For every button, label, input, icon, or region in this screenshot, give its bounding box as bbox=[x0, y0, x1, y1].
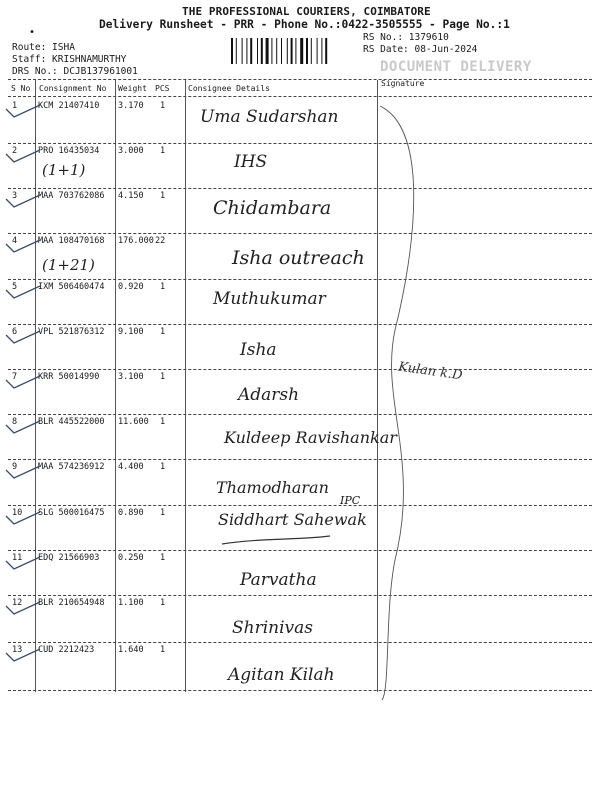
row-consignment: BLR 210654948 bbox=[38, 598, 105, 608]
row-consignment: IXM 506460474 bbox=[38, 282, 105, 292]
company-title: THE PROFESSIONAL COURIERS, COIMBATORE bbox=[182, 5, 431, 18]
row-extra-note: IPC bbox=[340, 494, 361, 507]
row-consignee-name: Shrinivas bbox=[232, 618, 314, 638]
strike-through bbox=[222, 536, 330, 544]
delivered-tick bbox=[6, 195, 40, 207]
drs-number: DRS No.: DCJB137961001 bbox=[12, 66, 138, 77]
row-consignment: SLG 500016475 bbox=[38, 508, 105, 518]
row-consignee-name: Adarsh bbox=[238, 385, 300, 405]
row-consignment: EDQ 21566903 bbox=[38, 553, 100, 563]
delivered-tick bbox=[6, 512, 40, 524]
small-mark: • bbox=[29, 27, 36, 38]
row-consignee-name: Parvatha bbox=[240, 570, 317, 590]
row-sno: 5 bbox=[12, 282, 18, 292]
row-sno: 9 bbox=[12, 462, 18, 472]
col-details: Consignee Details bbox=[188, 84, 270, 93]
row-consignee-name: Uma Sudarshan bbox=[200, 107, 339, 127]
delivered-tick bbox=[6, 466, 40, 478]
delivered-tick bbox=[6, 649, 40, 661]
delivered-tick bbox=[6, 602, 40, 614]
row-pcs: 1 bbox=[160, 191, 166, 201]
row-weight: 3.170 bbox=[118, 101, 144, 111]
row-consignee-name: IHS bbox=[234, 152, 268, 172]
signature-bracket bbox=[380, 106, 414, 700]
row-pcs: 1 bbox=[160, 417, 166, 427]
row-consignment: KRR 50014990 bbox=[38, 372, 100, 382]
row-pcs: 1 bbox=[160, 462, 166, 472]
row-consignment: MAA 703762086 bbox=[38, 191, 105, 201]
row-sno: 1 bbox=[12, 101, 18, 111]
row-sno: 11 bbox=[12, 553, 23, 563]
row-pcs: 1 bbox=[160, 282, 166, 292]
row-consignee-name: Thamodharan bbox=[216, 478, 329, 497]
row-consignment: PRO 16435034 bbox=[38, 146, 100, 156]
row-sno: 3 bbox=[12, 191, 18, 201]
document-delivery-stamp: DOCUMENT DELIVERY bbox=[380, 59, 532, 75]
col-sno: S No bbox=[11, 84, 31, 93]
row-consignment: VPL 521876312 bbox=[38, 327, 105, 337]
row-consignee-name: Isha bbox=[240, 340, 277, 360]
row-sno: 7 bbox=[12, 372, 18, 382]
row-pcs: 1 bbox=[160, 508, 166, 518]
staff-label: Staff: KRISHNAMURTHY bbox=[12, 54, 127, 65]
delivered-tick bbox=[6, 240, 40, 252]
row-sno: 10 bbox=[12, 508, 23, 518]
col-consignment: Consignment No bbox=[39, 84, 107, 93]
row-consignee-name: Kuldeep Ravishankar bbox=[224, 428, 397, 447]
row-weight: 176.000 bbox=[118, 236, 154, 246]
row-consignee-name: Isha outreach bbox=[232, 247, 365, 269]
row-pieces-note: (1+21) bbox=[42, 256, 95, 274]
row-pcs: 1 bbox=[160, 327, 166, 337]
delivered-tick bbox=[6, 105, 40, 117]
delivered-tick bbox=[6, 150, 40, 162]
col-signature: Signature bbox=[381, 79, 425, 88]
row-pcs: 1 bbox=[160, 553, 166, 563]
row-pcs: 1 bbox=[160, 101, 166, 111]
handwritten-signature: Kulan k.D bbox=[397, 359, 464, 384]
row-consignment: KCM 21407410 bbox=[38, 101, 100, 111]
row-sno: 6 bbox=[12, 327, 18, 337]
row-weight: 11.600 bbox=[118, 417, 149, 427]
row-weight: 1.640 bbox=[118, 645, 144, 655]
row-sno: 4 bbox=[12, 236, 18, 246]
row-weight: 0.890 bbox=[118, 508, 144, 518]
row-consignee-name: Chidambara bbox=[213, 197, 332, 219]
row-weight: 3.100 bbox=[118, 372, 144, 382]
delivered-tick bbox=[6, 286, 40, 298]
delivered-tick bbox=[6, 557, 40, 569]
rs-number: RS No.: 1379610 bbox=[363, 32, 449, 43]
row-consignment: MAA 108470168 bbox=[38, 236, 105, 246]
row-pcs: 1 bbox=[160, 372, 166, 382]
row-weight: 0.920 bbox=[118, 282, 144, 292]
route-label: Route: ISHA bbox=[12, 42, 75, 53]
row-consignment: CUD 2212423 bbox=[38, 645, 95, 655]
row-weight: 3.000 bbox=[118, 146, 144, 156]
row-consignee-name: Siddhart Sahewak bbox=[218, 510, 367, 529]
row-pieces-note: (1+1) bbox=[42, 161, 86, 179]
row-sno: 12 bbox=[12, 598, 23, 608]
row-weight: 4.150 bbox=[118, 191, 144, 201]
col-pcs: PCS bbox=[155, 84, 170, 93]
delivered-tick bbox=[6, 331, 40, 343]
row-weight: 9.100 bbox=[118, 327, 144, 337]
row-consignment: BLR 445522000 bbox=[38, 417, 105, 427]
runsheet-title: Delivery Runsheet - PRR - Phone No.:0422-3505555 - Page No.:1 bbox=[99, 18, 510, 31]
row-consignee-name: Agitan Kilah bbox=[228, 665, 335, 685]
row-consignment: MAA 574236912 bbox=[38, 462, 105, 472]
col-weight: Weight bbox=[118, 84, 147, 93]
row-pcs: 22 bbox=[155, 236, 166, 246]
row-pcs: 1 bbox=[160, 645, 166, 655]
row-pcs: 1 bbox=[160, 146, 166, 156]
delivered-tick bbox=[6, 376, 40, 388]
row-pcs: 1 bbox=[160, 598, 166, 608]
row-sno: 8 bbox=[12, 417, 18, 427]
row-consignee-name: Muthukumar bbox=[213, 289, 326, 309]
row-sno: 13 bbox=[12, 645, 23, 655]
row-weight: 4.400 bbox=[118, 462, 144, 472]
row-weight: 0.250 bbox=[118, 553, 144, 563]
rs-date: RS Date: 08-Jun-2024 bbox=[363, 44, 478, 55]
row-weight: 1.100 bbox=[118, 598, 144, 608]
row-sno: 2 bbox=[12, 146, 18, 156]
delivered-tick bbox=[6, 421, 40, 433]
